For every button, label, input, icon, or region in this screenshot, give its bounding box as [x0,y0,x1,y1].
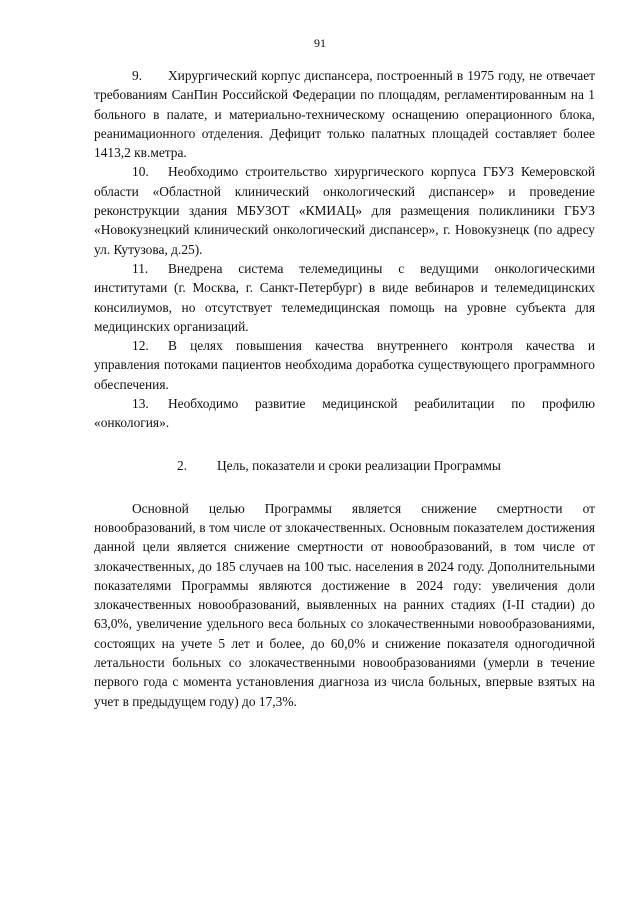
list-item-text: Внедрена система телемедицины с ведущими онкологическими институтами (г. Москва, г. Санкт-Петербург) в виде вебинаров и телемедицинских консилиумов, но отсутствует телемедицинская помощь на уровне субъекта для медицинских организаций. [94,260,595,334]
section-heading [94,456,595,475]
list-item-number: 9. [132,68,143,83]
list-item-number: 12. [132,338,149,354]
document-body [94,66,595,711]
list-item-number: 13. [132,396,149,412]
list-item-text: Хирургический корпус диспансера, построенный в 1975 году, не отвечает требованиям СанПин Российской Федерации по площадям, регламентированным на 1 больного в палате, и материально-техническому оснащению операционного блока, реанимационного отделения. Дефицит только палатных площадей составляет более 1413,2 кв.метра. [94,68,595,161]
list-item-9 [94,66,595,162]
list-item-text: В целях повышения качества внутреннего контроля качества и управления потоками пациентов необходима доработка существующего программного обеспечения. [94,338,595,392]
list-item-number: 10. [132,164,149,180]
page-number: 91 [314,36,326,50]
list-item-text: Необходимо строительство хирургического корпуса ГБУЗ Кемеровской области «Областной клинический онкологический диспансер» и проведение реконструкции здания МБУЗОТ «КМИАЦ» для размещения поликлиники ГБУЗ «Новокузнецкий клинический онкологический диспансер», г. Новокузнецк (по адресу ул. Кутузова, д.25). [94,164,595,257]
list-item-11 [94,259,595,336]
body-paragraph: Основной целью Программы является снижение смертности от новообразований, в том числе от злокачественных. Основным показателем достижения данной цели является снижение смертности от новообразований, в том числе от злокачественных, до 185 случаев на 100 тыс. населения в 2024 году. Дополнительными показателями Программы являются достижение в 2024 году: увеличения доли злокачественных новообразований, выявленных на ранних стадиях (I-II стадии) до 63,0%, увеличение удельного веса больных со злокачественными новообразованиями, состоящих на учете 5 лет и более, до 60,0% и снижение показателя одногодичной летальности больных со злокачественными новообразованиями (умерли в течение первого года с момента установления диагноза из числа больных, впервые взятых на учет в предыдущем году) до 17,3%. [94,500,595,709]
section-number: 2. [177,457,188,473]
list-item-13 [94,394,595,433]
list-item-10 [94,162,595,258]
section-title: Цель, показатели и сроки реализации Программы [217,457,501,473]
list-item-12 [94,336,595,394]
list-item-number: 11. [132,260,149,276]
list-item-text: Необходимо развитие медицинской реабилитации по профилю «онкология». [94,396,595,431]
